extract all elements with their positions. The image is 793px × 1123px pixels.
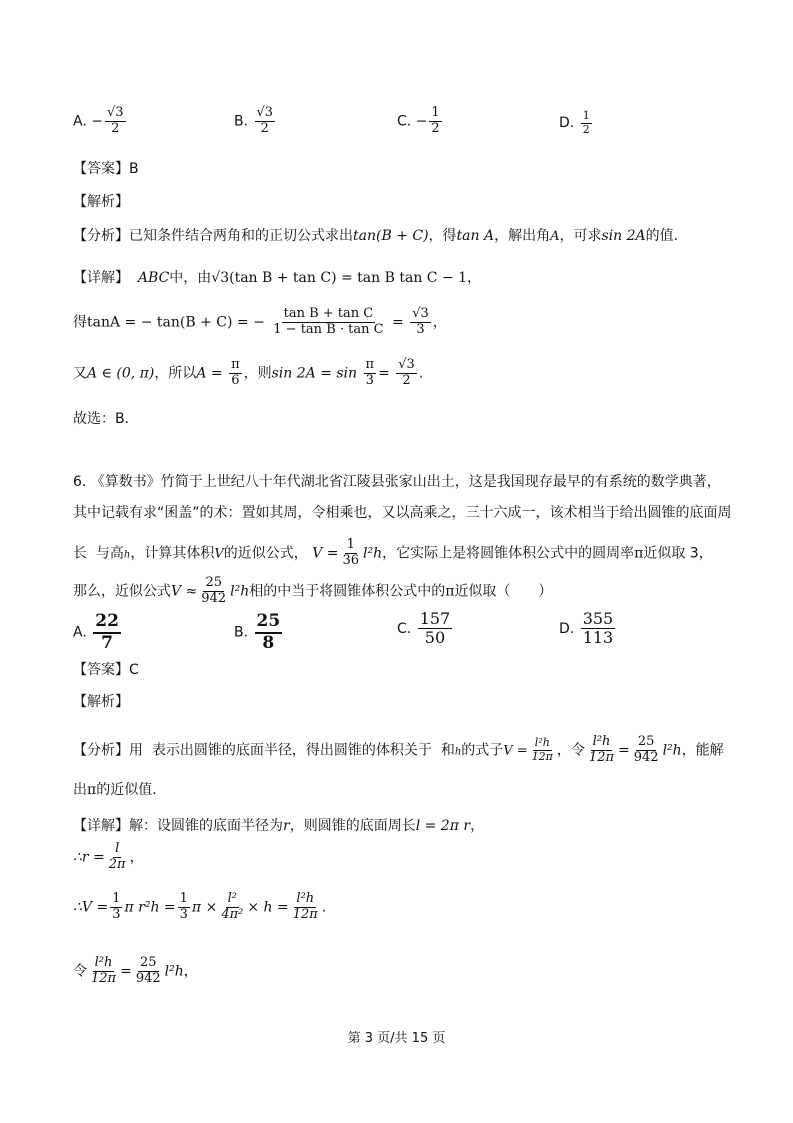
q6-analysis-tag: 【解析】 bbox=[73, 694, 129, 710]
q5-final: 故选：B． bbox=[73, 411, 139, 427]
q6-xiangjie-line4: 令 $\frac{\text{l²h}}{12\pi}$ = $\frac{25}{942}$ l²h， bbox=[73, 955, 198, 986]
q6-option-a: A. $\frac{22}{7}$ bbox=[73, 611, 119, 653]
q5-answer: 【答案】B bbox=[73, 161, 139, 177]
q6-xiangjie-line2: ∴r = $\frac{l}{2\pi}$ ， bbox=[73, 841, 144, 872]
q5-xiangjie-line1: 【详解】 ABC中，由√3(tan B + tan C) = tan B tan C − 1， bbox=[73, 270, 482, 286]
q5-xiangjie-line2: 得tanA = − tan(B + C) = − $\frac{\text{tan B + tan C}}{\text{1 − tan B · tan C}}$ = $\frac{√3}{3}$ ， bbox=[73, 306, 447, 337]
q6-fenxi-line2: 出π的近似值． bbox=[73, 782, 167, 798]
q6-stem-line4: 那么，近似公式V ≈ $\frac{25}{942}$ l²h相的中当于将圆锥体积公式中的π近似取（ ） bbox=[73, 575, 553, 606]
q5-option-c: C. − $\frac{1}{2}$ bbox=[397, 105, 440, 136]
q5-option-a: A. − $\frac{√3}{2}$ bbox=[73, 105, 124, 136]
q5-option-b: B. $\frac{√3}{2}$ bbox=[234, 105, 274, 136]
q6-stem-line3: 长 与高h，计算其体积V的近似公式， V = $\frac{1}{36}$ l²h，它实际上是将圆锥体积公式中的圆周率π近似取 3， bbox=[73, 537, 713, 568]
q5-analysis-tag: 【解析】 bbox=[73, 194, 129, 210]
q5-xiangjie-line3: 又A ∈ (0, π)，所以A = $\frac{\pi}{6}$ ，则sin 2A = sin $\frac{\pi}{3}$ = $\frac{√3}{2}$ . bbox=[73, 357, 424, 388]
q6-option-b: B. $\frac{25}{8}$ bbox=[234, 611, 281, 653]
q6-answer: 【答案】C bbox=[73, 662, 139, 678]
q6-stem-line1: 6. 《算数书》竹简于上世纪八十年代湖北省江陵县张家山出土，这是我国现存最早的有系统的数学典著， bbox=[73, 474, 721, 490]
q5-option-d: D. $\frac{1}{2}$ bbox=[559, 109, 590, 136]
q6-option-d: D. $\frac{355}{113}$ bbox=[559, 609, 614, 648]
page-footer: 第 3 页/共 15 页 bbox=[347, 1031, 446, 1046]
q6-fenxi-line1: 【分析】用 表示出圆锥的底面半径，得出圆锥的体积关于 和h的式子V = $\frac{\text{l²h}}{12\pi}$ ，令 $\frac{\text{l²h}}{12\pi}$ = $\frac{25}{942}$ l²h，能解 bbox=[73, 734, 724, 765]
q6-stem-line2: 其中记载有求“囷盖”的术：置如其周，令相乘也，又以高乘之，三十六成一，该术相当于给出圆锥的底面周 bbox=[73, 505, 732, 521]
q6-xiangjie-line3: ∴V = $\frac{1}{3}$ π r²h = $\frac{1}{3}$ π × $\frac{\text{l²}}{\text{4π²}}$ × h = $\frac{\text{l²h}}{12\pi}$ . bbox=[73, 891, 327, 922]
q6-option-c: C. $\frac{157}{50}$ bbox=[397, 609, 451, 648]
q5-fenxi: 【分析】已知条件结合两角和的正切公式求出tan(B + C)，得tan A，解出角A，可求sin 2A的值. bbox=[73, 228, 679, 244]
q6-xiangjie-line1: 【详解】解：设圆锥的底面半径为r，则圆锥的底面周长l = 2π r， bbox=[73, 818, 485, 834]
